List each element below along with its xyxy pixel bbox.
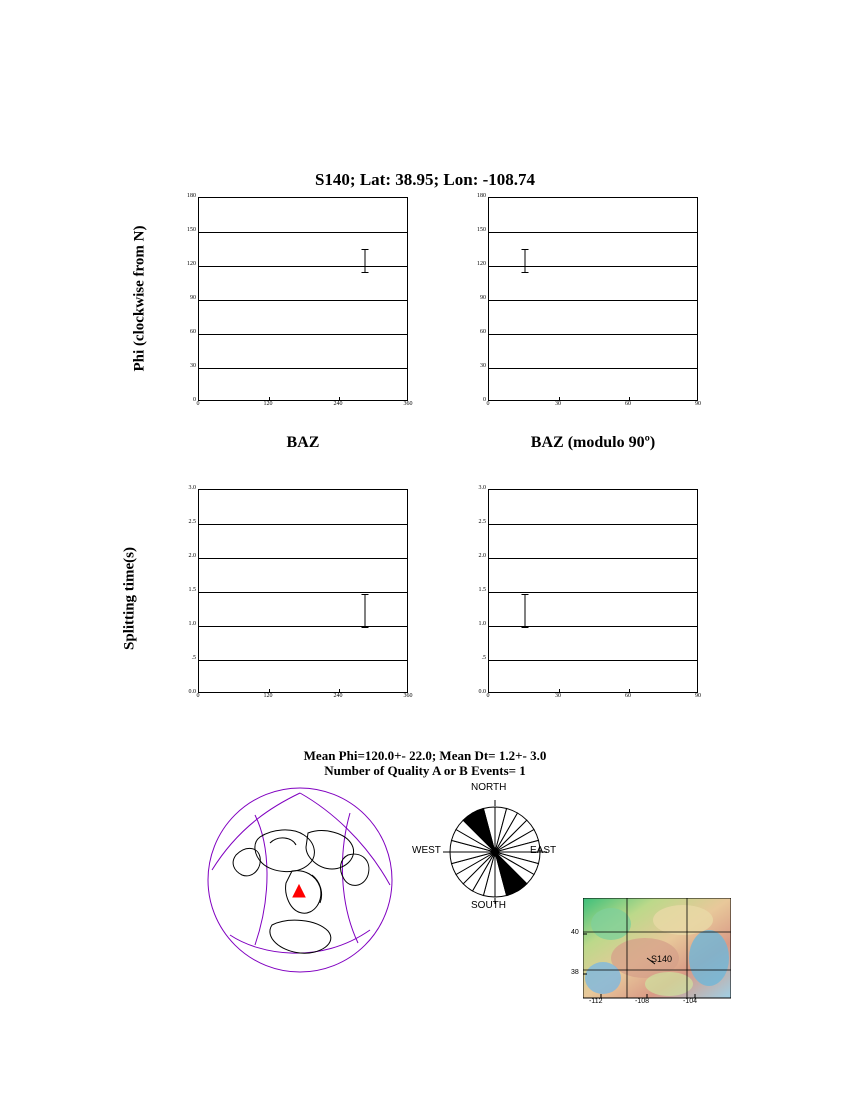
x-axis-label-baz: BAZ	[286, 434, 320, 451]
gridline	[199, 232, 407, 233]
rose-label-east: EAST	[530, 845, 557, 856]
x-tick-label: 240	[333, 401, 343, 407]
gridline	[489, 524, 697, 525]
x-tick-label: 0	[486, 401, 490, 407]
y-tick-label: .5	[191, 655, 196, 661]
y-tick-label: 60	[190, 329, 196, 335]
gridline	[199, 558, 407, 559]
map-lon-tick: -112	[589, 998, 603, 1005]
error-bar-cap-bottom	[521, 627, 528, 628]
x-tick-label: 120	[263, 401, 273, 407]
error-bar-cap-top	[361, 594, 368, 595]
rose-label-south: SOUTH	[471, 900, 506, 911]
tick-mark	[269, 397, 270, 400]
x-tick-label: 360	[403, 693, 413, 699]
gridline	[489, 592, 697, 593]
page-title: S140; Lat: 38.95; Lon: -108.74	[314, 170, 536, 189]
y-axis-label-splitting-time: Splitting time(s)	[121, 547, 138, 650]
gridline	[199, 524, 407, 525]
x-tick-label: 0	[486, 693, 490, 699]
y-tick-label: 1.5	[478, 587, 486, 593]
gridline	[199, 266, 407, 267]
error-bar-event-1	[521, 249, 528, 273]
gridline	[199, 368, 407, 369]
plot-phi-vs-baz-mod90[interactable]	[488, 197, 698, 401]
rose-label-north: NORTH	[471, 782, 507, 793]
error-bar-cap-top	[521, 249, 528, 250]
y-tick-label: 150	[187, 227, 196, 233]
error-bar-cap-bottom	[521, 272, 528, 273]
tick-mark	[339, 689, 340, 692]
x-tick-label: 60	[625, 693, 631, 699]
y-tick-label: .5	[481, 655, 486, 661]
y-tick-label: 0.0	[188, 689, 196, 695]
x-tick-label: 0	[196, 693, 200, 699]
plot-splitting-time-vs-baz-mod90[interactable]	[488, 489, 698, 693]
map-lat-tick: 38	[571, 969, 579, 976]
gridline	[489, 334, 697, 335]
plot-phi-vs-baz[interactable]	[198, 197, 408, 401]
y-tick-label: 2.5	[478, 519, 486, 525]
tick-mark	[559, 689, 560, 692]
y-axis-label-phi: Phi (clockwise from N)	[131, 225, 148, 372]
x-tick-label: 120	[263, 693, 273, 699]
y-tick-label: 0	[483, 397, 486, 403]
error-bar-line	[524, 594, 525, 628]
error-bar-event-1	[361, 249, 368, 273]
gridline	[489, 232, 697, 233]
y-tick-label: 30	[190, 363, 196, 369]
x-tick-label: 60	[625, 401, 631, 407]
error-bar-cap-top	[361, 249, 368, 250]
world-globe-projection	[200, 785, 400, 975]
map-lon-tick: -108	[635, 998, 650, 1005]
y-tick-label: 180	[187, 193, 196, 199]
gridline	[489, 368, 697, 369]
tick-mark	[559, 397, 560, 400]
x-tick-label: 360	[403, 401, 413, 407]
x-tick-label: 90	[695, 401, 701, 407]
y-tick-label: 1.0	[478, 621, 486, 627]
y-tick-label: 150	[477, 227, 486, 233]
y-tick-label: 180	[477, 193, 486, 199]
map-lon-tick: -104	[683, 998, 698, 1005]
gridline	[489, 300, 697, 301]
x-axis-label-baz-mod90: BAZ (modulo 90º)	[530, 434, 656, 451]
y-tick-label: 3.0	[188, 485, 196, 491]
error-bar-cap-bottom	[361, 627, 368, 628]
y-tick-label: 120	[477, 261, 486, 267]
tick-mark	[269, 689, 270, 692]
map-station-label: S140	[651, 954, 673, 964]
y-tick-label: 0.0	[478, 689, 486, 695]
x-tick-label: 30	[555, 401, 561, 407]
y-tick-label: 1.5	[188, 587, 196, 593]
backazimuth-rose-diagram	[412, 782, 575, 915]
error-bar-line	[364, 249, 365, 273]
y-tick-label: 2.5	[188, 519, 196, 525]
gridline	[199, 300, 407, 301]
y-tick-label: 3.0	[478, 485, 486, 491]
plot-splitting-time-vs-baz[interactable]	[198, 489, 408, 693]
rose-label-west: WEST	[412, 845, 441, 856]
y-tick-label: 120	[187, 261, 196, 267]
tick-mark	[629, 397, 630, 400]
error-bar-line	[524, 249, 525, 273]
map-lat-tick: 40	[571, 929, 579, 936]
tick-mark	[629, 689, 630, 692]
x-tick-label: 0	[196, 401, 200, 407]
y-tick-label: 2.0	[188, 553, 196, 559]
error-bar-line	[364, 594, 365, 628]
regional-topographic-map[interactable]	[571, 898, 731, 1006]
summary-event-count: Number of Quality A or B Events= 1	[324, 763, 526, 778]
error-bar-event-1	[361, 594, 368, 628]
gridline	[489, 660, 697, 661]
x-tick-label: 90	[695, 693, 701, 699]
y-tick-label: 90	[480, 295, 486, 301]
y-tick-label: 0	[193, 397, 196, 403]
error-bar-event-1	[521, 594, 528, 628]
gridline	[199, 660, 407, 661]
gridline	[199, 592, 407, 593]
gridline	[199, 334, 407, 335]
tick-mark	[339, 397, 340, 400]
error-bar-cap-top	[521, 594, 528, 595]
y-tick-label: 2.0	[478, 553, 486, 559]
y-tick-label: 90	[190, 295, 196, 301]
y-tick-label: 60	[480, 329, 486, 335]
x-tick-label: 240	[333, 693, 343, 699]
y-tick-label: 30	[480, 363, 486, 369]
gridline	[199, 626, 407, 627]
y-tick-label: 1.0	[188, 621, 196, 627]
summary-mean-values: Mean Phi=120.0+- 22.0; Mean Dt= 1.2+- 3.0	[303, 748, 547, 763]
error-bar-cap-bottom	[361, 272, 368, 273]
x-tick-label: 30	[555, 693, 561, 699]
gridline	[489, 558, 697, 559]
